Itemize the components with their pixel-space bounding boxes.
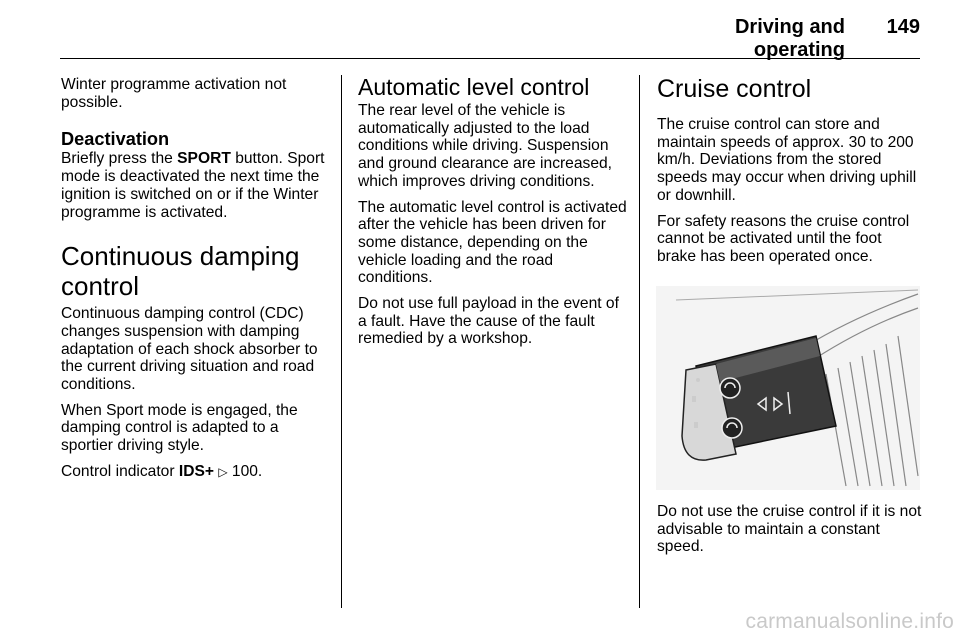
text-paragraph: For safety reasons the cruise control cannot be activated until the foot brake has been operated once. [657, 212, 910, 265]
text-paragraph: Do not use the cruise control if it is not advisable to maintain a constant speed. [657, 503, 922, 556]
section-heading-level-control: Automatic level control [358, 74, 590, 100]
section-heading-cruise-control: Cruise control [657, 75, 812, 103]
text-paragraph: Control indicator IDS+ ▷ 100. [61, 462, 263, 480]
text-paragraph: The automatic level control is activated after the vehicle has been driven for some distance, depending on the vehicle loading and the road conditions. [358, 198, 627, 287]
column-divider-1 [341, 75, 342, 608]
text-paragraph: Briefly press the SPORT button. Sport mode is deactivated the next time the ignition is switched on or if the Winter programme is activated. [61, 150, 325, 221]
watermark: carmanualsonline.info [745, 610, 954, 633]
column-divider-2 [639, 75, 640, 608]
cruise-control-stalk-illustration [656, 286, 920, 490]
page-ref-triangle-icon: ▷ [218, 464, 228, 479]
column-3 [657, 75, 923, 556]
header-rule [60, 58, 920, 59]
column-2 [358, 76, 630, 356]
text-paragraph: When Sport mode is engaged, the damping control is adapted to a sportier driving style. [61, 401, 298, 455]
column-1 [61, 76, 331, 490]
page-number: 149 [886, 16, 920, 38]
section-heading-cdc: Continuous damping control [61, 241, 300, 302]
text-paragraph: The rear level of the vehicle is automatically adjusted to the load conditions while driving. Suspension and ground clearance are increased, which improves driving conditions. [358, 102, 612, 190]
text-paragraph: The cruise control can store and maintain speeds of approx. 30 to 200 km/h. Deviations from the stored speeds may occur when driving uphill or downhill. [657, 116, 917, 204]
text-paragraph: Winter programme activation not possible. [61, 76, 287, 111]
text-paragraph: Do not use full payload in the event of a fault. Have the cause of the fault remedied by a workshop. [358, 295, 619, 348]
text-paragraph: Continuous damping control (CDC) changes suspension with damping adaptation of each shock absorber to the current driving situation and road conditions. [61, 305, 318, 394]
page-header-title: Driving and operating [734, 16, 845, 61]
section-heading-deactivation: Deactivation [61, 129, 170, 150]
